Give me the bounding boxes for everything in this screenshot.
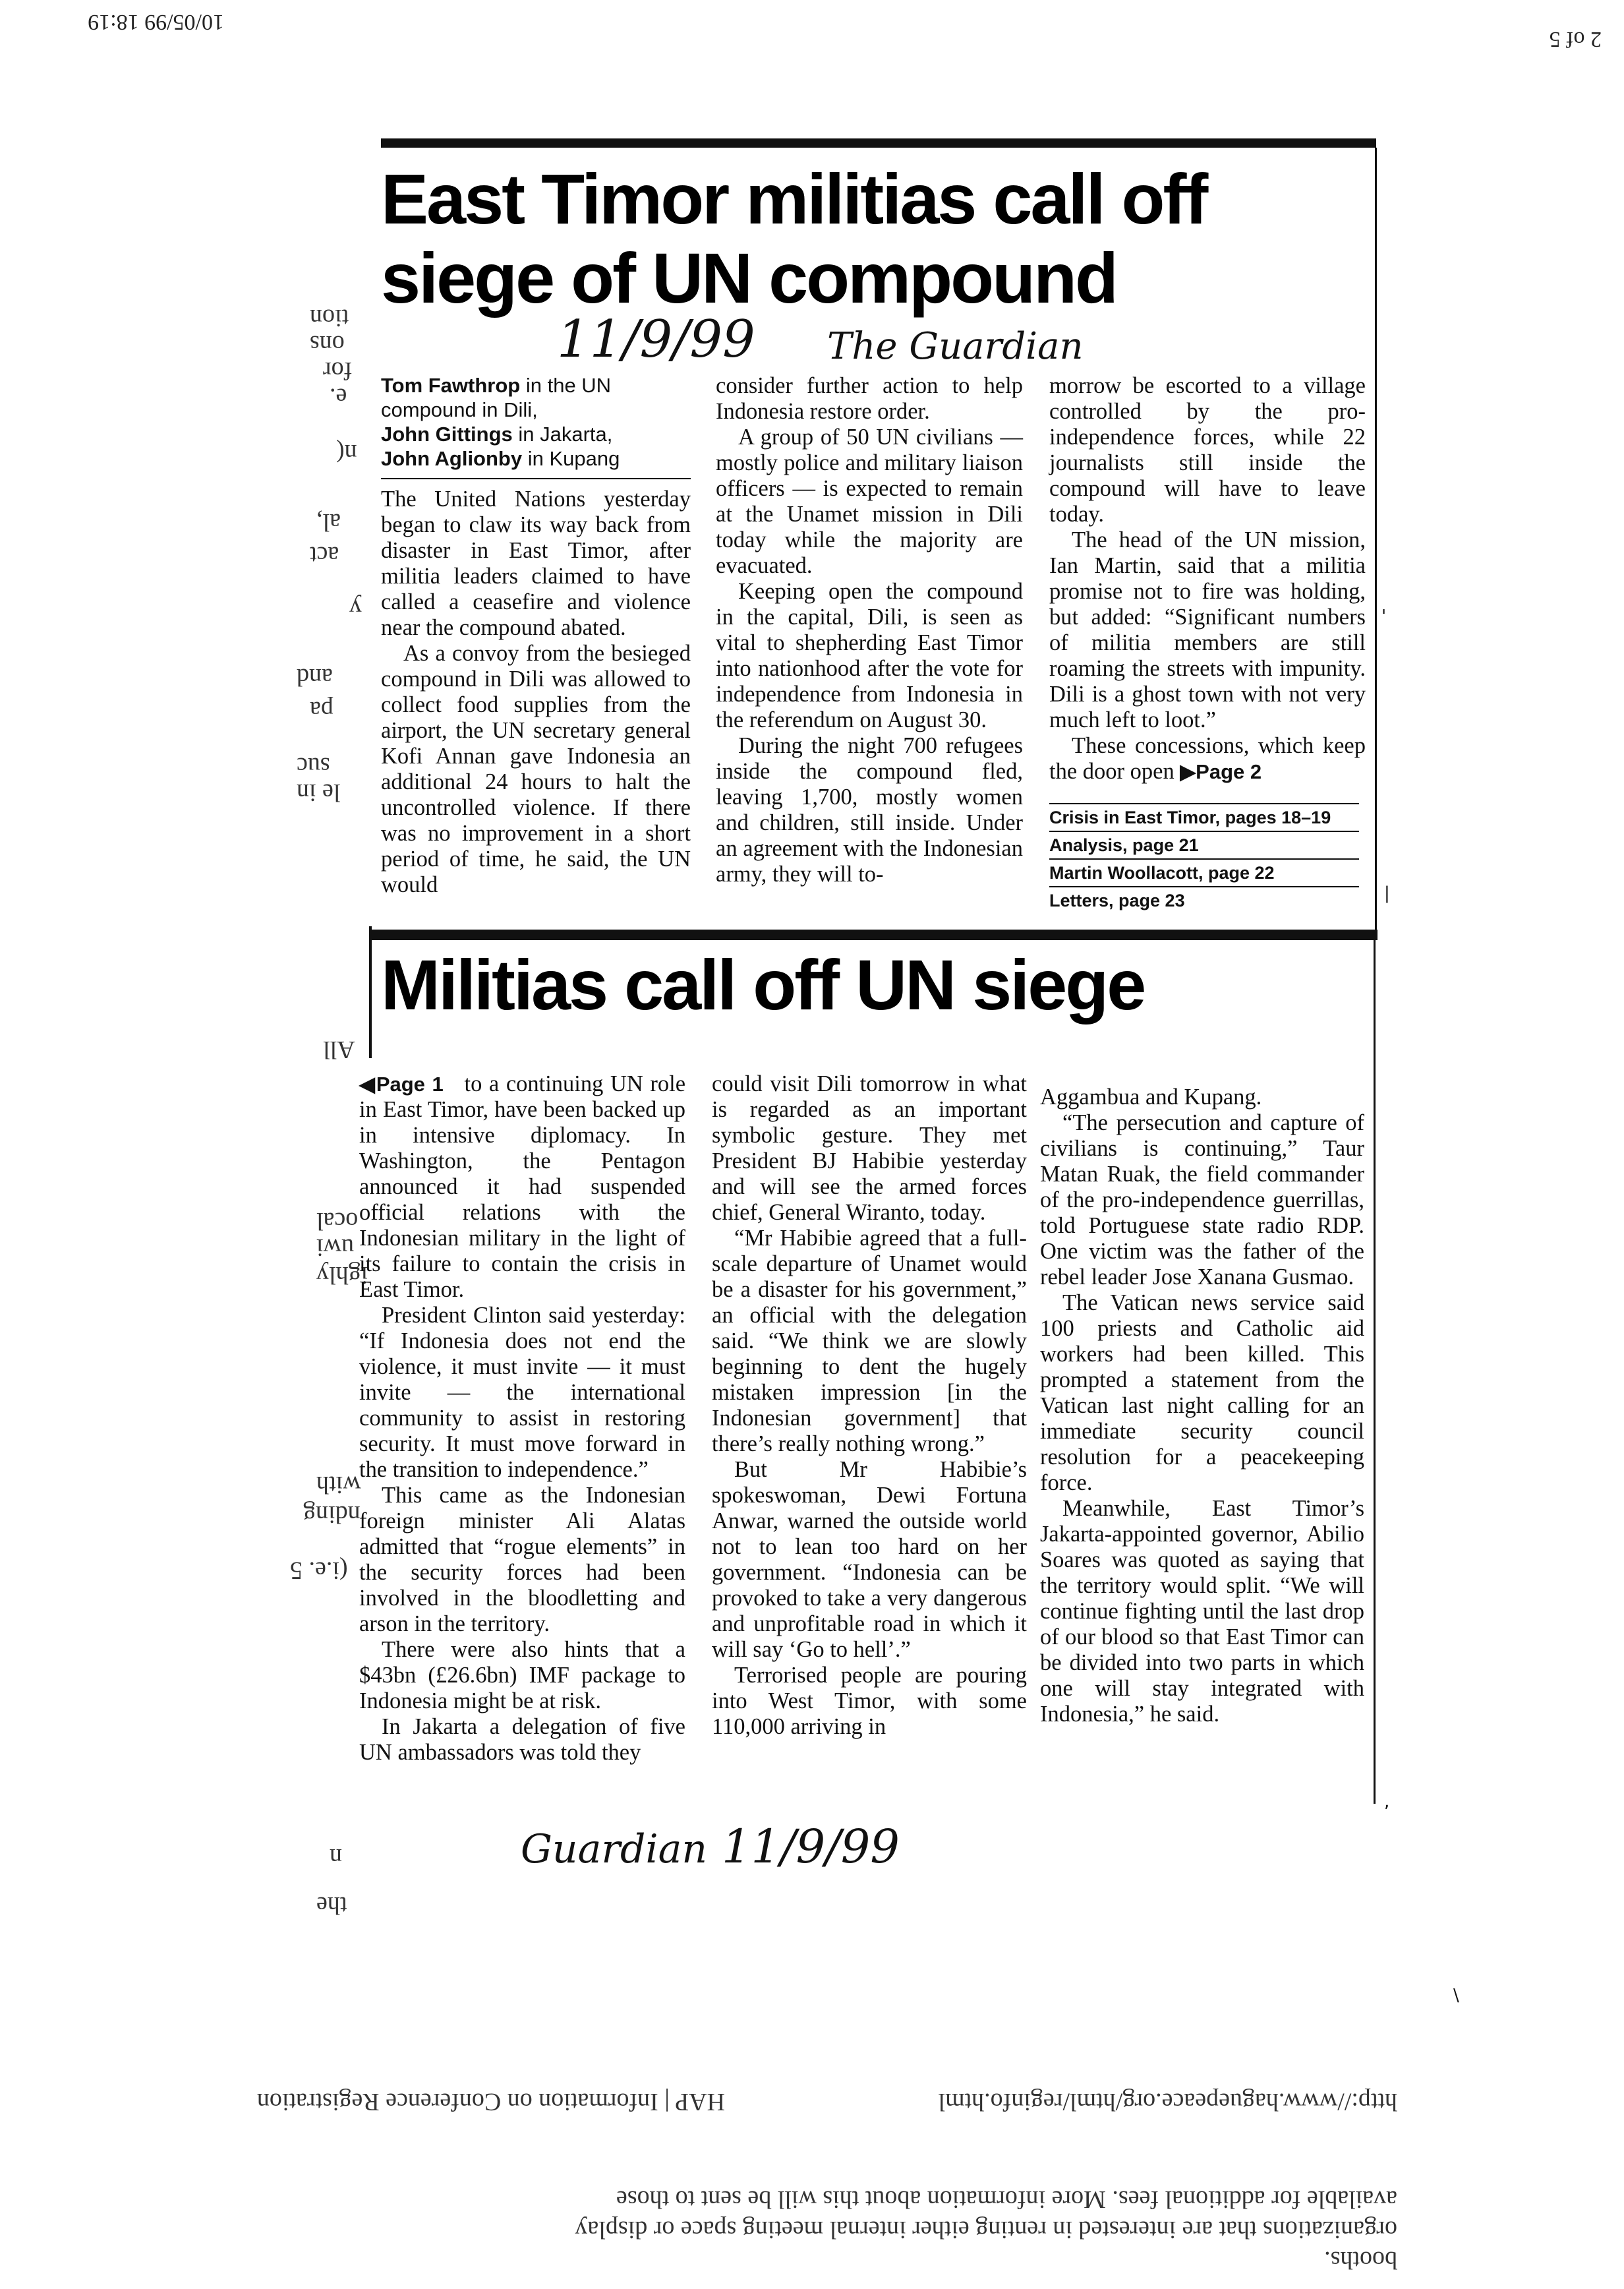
from-page: Page 1 bbox=[376, 1073, 444, 1096]
paragraph: consider further action to help Indonesia restore order. bbox=[716, 373, 1023, 424]
byline-line bbox=[381, 398, 691, 422]
byline-rule bbox=[381, 478, 691, 479]
article2-column-3 bbox=[1040, 1085, 1364, 1727]
author-location: in the UN bbox=[520, 374, 612, 397]
bleed-fragment: for bbox=[323, 357, 353, 384]
bleed-fragment: uwi bbox=[316, 1234, 354, 1261]
bleed-fragment: y bbox=[349, 594, 362, 622]
paragraph: In Jakarta a delegation of five UN ambassadors was told they bbox=[359, 1714, 685, 1765]
article1-headline-line1: East Timor militias call off bbox=[381, 159, 1207, 239]
paragraph: Aggambua and Kupang. bbox=[1040, 1085, 1262, 1110]
bleed-fragment: al, bbox=[316, 508, 341, 536]
article1-headline-line2: siege of UN compound bbox=[381, 238, 1117, 318]
bleed-fragment: the bbox=[316, 1891, 347, 1919]
article2-column-1 bbox=[359, 1071, 685, 1766]
cross-reference: Martin Woollacott, page 22 bbox=[1049, 860, 1359, 887]
paragraph: There were also hints that a $43bn (£26.6bn) IMF package to Indonesia might be at risk. bbox=[359, 1637, 685, 1713]
cross-references bbox=[1049, 803, 1359, 914]
article2-right-rule bbox=[1374, 940, 1376, 1804]
bleed-fragment: suc bbox=[297, 752, 330, 780]
handwritten-date-article2: 11/9/99 bbox=[722, 1820, 900, 1874]
author-name: Tom Fawthrop bbox=[381, 374, 521, 397]
byline-line bbox=[381, 422, 691, 446]
author-name: John Aglionby bbox=[381, 447, 523, 470]
stray-mark: | bbox=[1384, 883, 1390, 903]
paragraph: This came as the Indonesian foreign minister Ali Alatas admitted that “rogue elements” in the security forces had been involved in the bloodletting and arson in the territory. bbox=[359, 1483, 685, 1636]
from-pointer bbox=[359, 1073, 444, 1096]
article1-column-3 bbox=[1049, 373, 1366, 785]
author-name: John Gittings bbox=[381, 423, 513, 446]
bleed-fragment: pa bbox=[310, 696, 334, 724]
bleed-text-line: organizations that are interested in renting either internal meeting space or display bbox=[575, 2216, 1397, 2244]
bleed-text-line: available for additional fees. More information about this will be sent to those bbox=[616, 2185, 1397, 2213]
paragraph: The head of the UN mission, Ian Martin, said that a militia promise not to fire was holding, but added: “Significant numbers of militia members are still roaming the streets with impunity. Dili is a ghost town with not very much left to loot.” bbox=[1049, 527, 1366, 732]
cross-reference: Letters, page 23 bbox=[1049, 891, 1185, 910]
author-location: in Jakarta, bbox=[512, 423, 613, 446]
paragraph: But Mr Habibie’s spokeswoman, Dewi Fortuna Anwar, warned the outside world not to lean too hard on her government. “Indonesia can be provoked to take a very dangerous and unprofitable road in which it will say ‘Go to hell’.” bbox=[712, 1457, 1027, 1662]
paragraph bbox=[359, 1071, 685, 1303]
bleed-fragment: act bbox=[310, 541, 339, 569]
bleed-fragment: ighly bbox=[316, 1261, 368, 1289]
byline-line bbox=[381, 373, 691, 398]
cross-reference: Analysis, page 21 bbox=[1049, 832, 1359, 860]
article1-column-1 bbox=[381, 487, 691, 898]
stray-mark: ' bbox=[1381, 607, 1387, 626]
paragraph-text: to a continuing UN role in East Timor, have been backed up in intensive diplomacy. In Washington, the Pentagon announced it had suspended official relations with the Indonesian military in the light of its failure to contain the crisis in East Timor. bbox=[359, 1071, 686, 1302]
bleed-fragment: and bbox=[297, 663, 333, 691]
bleed-text-line: booths. bbox=[1324, 2246, 1397, 2274]
paragraph: A group of 50 UN civilians — mostly police and military liaison officers — is expected to remain at the Unamet mission in Dili today while the majority are evacuated. bbox=[716, 425, 1023, 578]
stray-mark: \ bbox=[1453, 1986, 1459, 2006]
paragraph: As a convoy from the besieged compound in Dili was allowed to collect food supplies from the airport, the UN secretary general Kofi Annan gave Indonesia an additional 24 hours to halt the uncontrolled violence. If there was no improvement in a short period of time, he said, the UN would bbox=[381, 641, 691, 897]
cross-reference: Crisis in East Timor, pages 18–19 bbox=[1049, 803, 1359, 832]
fax-page-number: 2 of 5 bbox=[1549, 27, 1602, 51]
triangle-right-icon: ▶ bbox=[1180, 760, 1196, 783]
article1-right-rule bbox=[1375, 148, 1377, 932]
bleed-fragment: ons bbox=[310, 330, 345, 358]
triangle-left-icon: ◀ bbox=[359, 1073, 376, 1096]
paragraph: could visit Dili tomorrow in what is regarded as an important symbolic gesture. They met President BJ Habibie yesterday and will see the armed forces chief, General Wiranto, today. bbox=[712, 1071, 1027, 1225]
paragraph: During the night 700 refugees inside the compound fled, leaving 1,700, mostly women and children, still inside. Under an agreement with the Indonesian army, they will to- bbox=[716, 733, 1023, 887]
paragraph: President Clinton said yesterday: “If Indonesia does not end the violence, it must invite — it must invite — the international community to assist in restoring security. It must move forward in the transition to independence.” bbox=[359, 1303, 685, 1482]
bleed-fragment: ocal bbox=[316, 1207, 359, 1235]
paragraph: The Vatican news service said 100 priests and Catholic aid workers had been killed. This prompted a statement from the Vatican last night calling for an immediate security council resolution for a peacekeeping force. bbox=[1040, 1290, 1364, 1495]
article1-column-2 bbox=[716, 373, 1023, 887]
paragraph-text: These concessions, which keep the door open bbox=[1049, 733, 1366, 784]
fax-timestamp: 10/05/99 18:19 bbox=[88, 10, 224, 34]
stray-mark: , bbox=[1384, 1792, 1390, 1812]
article1-headline bbox=[381, 159, 1370, 318]
handwritten-source-article1: The Guardian bbox=[827, 325, 1084, 368]
paragraph: Keeping open the compound in the capital, Dili, is seen as vital to shepherding East Timor into nationhood after the vote for independence from Indonesia in the referendum on August 30. bbox=[716, 579, 1023, 732]
bleed-footer-title: HAP | Information on Conference Registration bbox=[256, 2088, 725, 2116]
paragraph bbox=[1049, 733, 1366, 785]
handwritten-source-article2: Guardian bbox=[521, 1826, 708, 1872]
bleed-fragment: (i.e. 5 bbox=[290, 1557, 348, 1584]
bleed-fragment: e. bbox=[330, 383, 347, 411]
article2-top-rule bbox=[369, 930, 1378, 940]
paragraph: “Mr Habibie agreed that a full-scale departure of Unamet would be a disaster for his government,” an official with the delegation said. “We think we are slowly beginning to dent the hugely mistaken impression [in the Indonesian government] that there’s really nothing wrong.” bbox=[712, 1226, 1027, 1456]
bleed-fragment: n( bbox=[336, 439, 357, 467]
bleed-fragment: All bbox=[323, 1036, 355, 1063]
author-location: in Kupang bbox=[522, 447, 620, 470]
continued-page: Page 2 bbox=[1196, 760, 1262, 783]
article1-byline bbox=[381, 373, 691, 471]
bleed-fragment: nding bbox=[303, 1501, 361, 1528]
paragraph: The United Nations yesterday began to claw its way back from disaster in East Timor, after militia leaders claimed to have called a ceasefire and violence near the compound abated. bbox=[381, 487, 691, 640]
bleed-fragment: le in bbox=[297, 779, 341, 806]
author-location: compound in Dili, bbox=[381, 398, 538, 421]
paragraph: “The persecution and capture of civilians is continuing,” Taur Matan Ruak, the field commander of the pro-independence guerrillas, told Portuguese state radio RDP. One victim was the father of the rebel leader Jose Xanana Gusmao. bbox=[1040, 1110, 1364, 1290]
bleed-fragment: tion bbox=[310, 304, 349, 332]
paragraph: Meanwhile, East Timor’s Jakarta-appointed governor, Abilio Soares was quoted as saying that the territory would split. “We will continue fighting until the last drop of our blood so that East Timor can be divided into two parts in which one will stay integrated with Indonesia,” he said. bbox=[1040, 1496, 1364, 1727]
article2-left-rule bbox=[369, 926, 372, 1058]
paragraph: morrow be escorted to a village controlled by the pro-independence forces, while 22 journalists still inside the compound will have to leave today. bbox=[1049, 373, 1366, 527]
continued-pointer bbox=[1180, 760, 1262, 783]
bleed-footer-url: http://www.haguepeace.org/html/reginfo.html bbox=[938, 2088, 1397, 2116]
handwritten-date-article1: 11/9/99 bbox=[557, 310, 755, 369]
bleed-fragment: n bbox=[330, 1843, 342, 1871]
bleed-fragment: with bbox=[316, 1471, 361, 1499]
article2-column-2 bbox=[712, 1071, 1027, 1740]
paragraph: Terrorised people are pouring into West Timor, with some 110,000 arriving in bbox=[712, 1663, 1027, 1739]
article2-headline: Militias call off UN siege bbox=[381, 945, 1145, 1025]
article1-top-rule bbox=[381, 138, 1376, 148]
byline-line bbox=[381, 446, 691, 471]
bleed-through-bottom bbox=[256, 2077, 1397, 2274]
